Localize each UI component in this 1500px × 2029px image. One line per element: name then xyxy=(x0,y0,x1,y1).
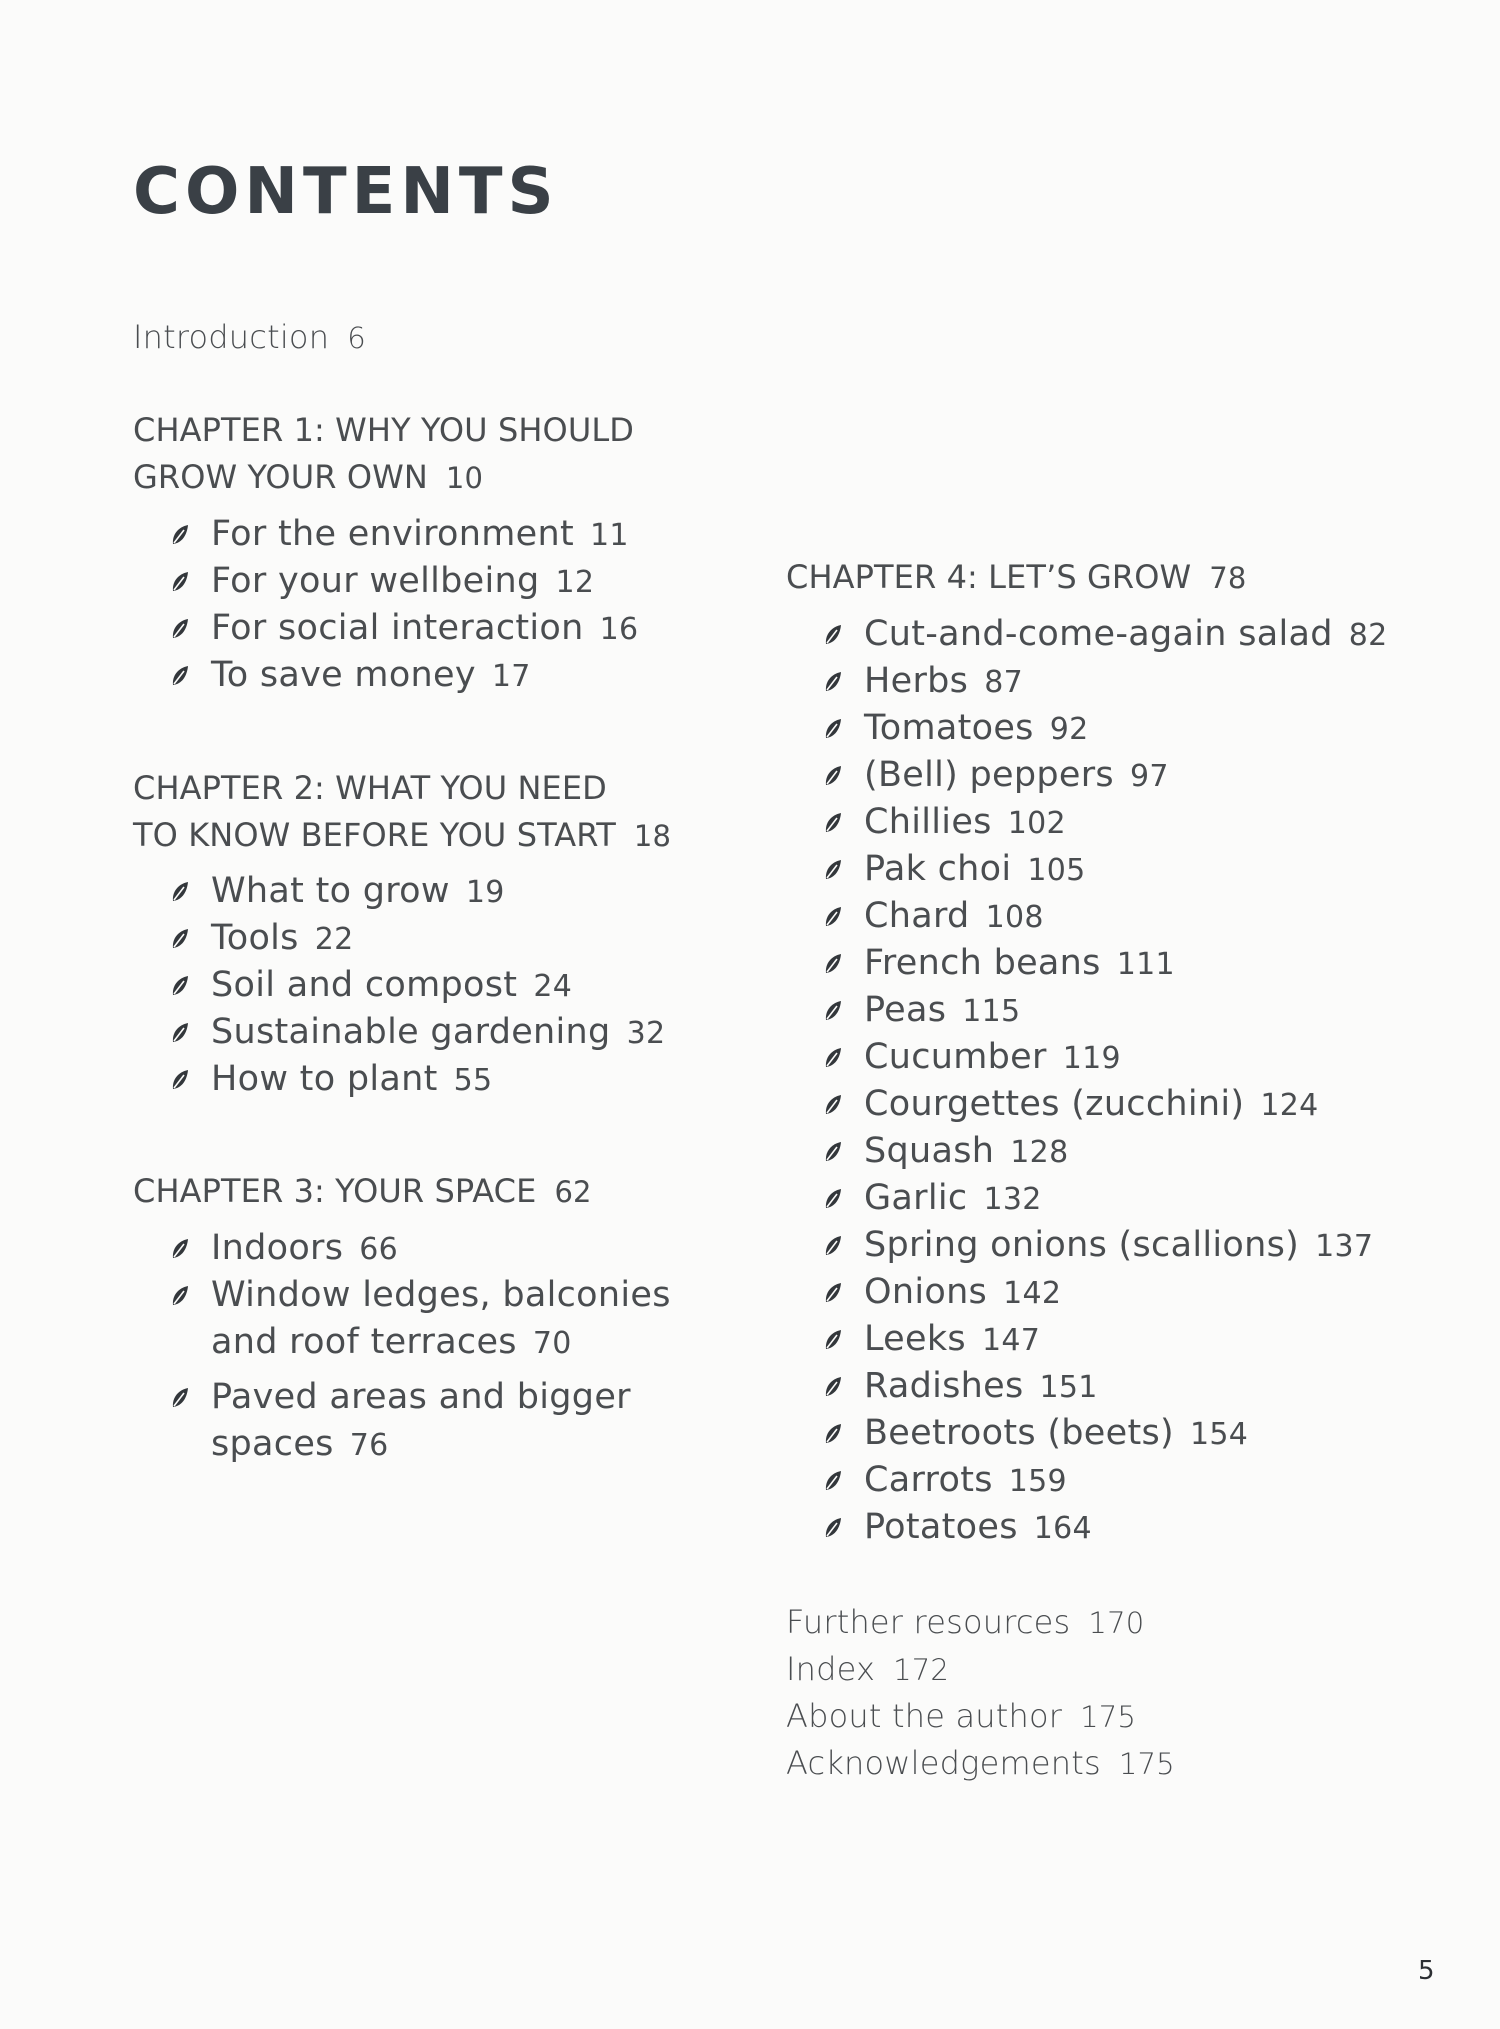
toc-item[interactable] xyxy=(211,652,531,700)
leaf-icon xyxy=(824,1141,842,1163)
item-label: Herbs xyxy=(864,661,969,701)
toc-entry-back-matter[interactable] xyxy=(786,1646,949,1694)
page-number: 24 xyxy=(533,969,573,1004)
item-label: Squash xyxy=(864,1131,995,1171)
page-number: 137 xyxy=(1315,1229,1374,1264)
item-label: Onions xyxy=(864,1272,988,1312)
leaf-icon xyxy=(171,571,189,593)
leaf-icon xyxy=(824,1376,842,1398)
page-number: 119 xyxy=(1062,1041,1121,1076)
page-number: 18 xyxy=(633,819,672,853)
page-number: 66 xyxy=(359,1232,399,1267)
item-label: Chard xyxy=(864,896,970,936)
leaf-icon xyxy=(824,812,842,834)
leaf-icon xyxy=(824,671,842,693)
toc-item[interactable] xyxy=(864,705,1088,753)
item-label: Tomatoes xyxy=(864,708,1034,748)
chapter-1-heading[interactable] xyxy=(133,407,634,502)
toc-item[interactable] xyxy=(864,1034,1121,1082)
item-label: Courgettes (zucchini) xyxy=(864,1084,1245,1124)
leaf-icon xyxy=(824,1235,842,1257)
item-label: Radishes xyxy=(864,1366,1024,1406)
chapter-title-line: CHAPTER 1: WHY YOU SHOULD xyxy=(133,411,635,449)
page-number: 108 xyxy=(985,900,1044,935)
page-number: 105 xyxy=(1027,853,1086,888)
page-number: 151 xyxy=(1039,1370,1098,1405)
leaf-icon xyxy=(171,928,189,950)
page-number: 164 xyxy=(1033,1511,1092,1546)
toc-item[interactable] xyxy=(211,962,572,1010)
item-label: Cucumber xyxy=(864,1037,1047,1077)
page-number: 147 xyxy=(981,1323,1041,1358)
item-label: To save money xyxy=(211,655,476,695)
toc-entry-back-matter[interactable] xyxy=(786,1740,1175,1788)
page-number: 19 xyxy=(465,875,505,910)
leaf-icon xyxy=(171,1069,189,1091)
toc-entry-introduction[interactable] xyxy=(133,314,366,362)
toc-item[interactable] xyxy=(864,1128,1068,1176)
entry-label: Introduction xyxy=(133,318,330,356)
leaf-icon xyxy=(171,881,189,903)
item-label: How to plant xyxy=(211,1059,438,1099)
page-number: 102 xyxy=(1007,806,1066,841)
item-label: Leeks xyxy=(864,1319,966,1359)
item-label: Cut-and-come-again salad xyxy=(864,614,1333,654)
page-title: CONTENTS xyxy=(133,155,559,229)
chapter-title-line: GROW YOUR OWN xyxy=(133,458,428,496)
toc-item[interactable] xyxy=(211,1272,671,1367)
item-label: Carrots xyxy=(864,1460,993,1500)
toc-item[interactable] xyxy=(864,1222,1373,1270)
leaf-icon xyxy=(171,1022,189,1044)
leaf-icon xyxy=(171,1387,189,1409)
item-label: French beans xyxy=(864,943,1101,983)
item-label: Peas xyxy=(864,990,947,1030)
toc-item[interactable] xyxy=(211,1225,398,1273)
toc-item[interactable] xyxy=(864,1410,1248,1458)
item-label: For social interaction xyxy=(211,608,584,648)
leaf-icon xyxy=(824,1423,842,1445)
toc-item[interactable] xyxy=(864,1175,1042,1223)
item-label: Garlic xyxy=(864,1178,968,1218)
item-label: Sustainable gardening xyxy=(211,1012,611,1052)
entry-label: Index xyxy=(786,1650,876,1688)
item-label: Chillies xyxy=(864,802,992,842)
page-number: 128 xyxy=(1010,1135,1069,1170)
entry-label: Further resources xyxy=(786,1603,1071,1641)
chapter-title-line: CHAPTER 2: WHAT YOU NEED xyxy=(133,769,607,807)
page-number: 70 xyxy=(532,1326,572,1361)
leaf-icon xyxy=(171,524,189,546)
toc-entry-back-matter[interactable] xyxy=(786,1599,1144,1647)
page-number: 11 xyxy=(589,518,629,553)
page-number: 175 xyxy=(1080,1700,1137,1734)
toc-item[interactable] xyxy=(211,868,505,916)
leaf-icon xyxy=(824,1329,842,1351)
page-number: 154 xyxy=(1189,1417,1249,1452)
page-folio: 5 xyxy=(1418,1956,1435,1986)
toc-item[interactable] xyxy=(864,1363,1098,1411)
toc-item[interactable] xyxy=(864,1081,1319,1129)
page-number: 55 xyxy=(453,1063,493,1098)
entry-label: Acknowledgements xyxy=(786,1744,1101,1782)
item-label-continued: and roof terraces xyxy=(211,1322,517,1362)
page-number: 170 xyxy=(1088,1606,1145,1640)
page-number: 142 xyxy=(1003,1276,1062,1311)
page-number: 172 xyxy=(893,1653,950,1687)
leaf-icon xyxy=(824,953,842,975)
page-number: 12 xyxy=(555,565,595,600)
page-number: 78 xyxy=(1209,561,1247,595)
page-number: 16 xyxy=(599,612,639,647)
page-number: 62 xyxy=(554,1175,592,1209)
chapter-title-line: CHAPTER 3: YOUR SPACE xyxy=(133,1172,537,1210)
item-label: Pak choi xyxy=(864,849,1012,889)
page-number: 115 xyxy=(962,994,1021,1029)
item-label: For the environment xyxy=(211,514,574,554)
item-label: Window ledges, balconies xyxy=(211,1275,671,1315)
toc-item[interactable] xyxy=(864,940,1175,988)
page-number: 97 xyxy=(1129,759,1169,794)
item-label: Spring onions (scallions) xyxy=(864,1225,1300,1265)
page-number: 132 xyxy=(983,1182,1042,1217)
chapter-2-heading[interactable] xyxy=(133,765,671,860)
leaf-icon xyxy=(171,1285,189,1307)
leaf-icon xyxy=(824,1188,842,1210)
toc-entry-back-matter[interactable] xyxy=(786,1693,1136,1741)
leaf-icon xyxy=(824,718,842,740)
item-label: Soil and compost xyxy=(211,965,518,1005)
leaf-icon xyxy=(824,624,842,646)
page-number: 22 xyxy=(314,922,354,957)
item-label: Tools xyxy=(211,918,299,958)
leaf-icon xyxy=(171,1238,189,1260)
toc-item[interactable] xyxy=(864,611,1388,659)
page-number: 76 xyxy=(349,1428,389,1463)
page-number: 32 xyxy=(626,1016,666,1051)
item-label: Paved areas and bigger xyxy=(211,1377,631,1417)
leaf-icon xyxy=(824,1000,842,1022)
leaf-icon xyxy=(824,1047,842,1069)
toc-item[interactable] xyxy=(211,915,354,963)
page-number: 10 xyxy=(445,461,484,495)
page-number: 87 xyxy=(984,665,1023,700)
page-number: 159 xyxy=(1008,1464,1067,1499)
item-label: Beetroots (beets) xyxy=(864,1413,1174,1453)
leaf-icon xyxy=(171,665,189,687)
toc-item[interactable] xyxy=(864,846,1086,894)
chapter-title-line: CHAPTER 4: LET’S GROW xyxy=(786,558,1192,596)
page-number: 111 xyxy=(1116,947,1175,982)
page-number: 175 xyxy=(1118,1747,1175,1781)
leaf-icon xyxy=(824,765,842,787)
item-label: (Bell) peppers xyxy=(864,755,1114,795)
toc-item[interactable] xyxy=(864,1504,1092,1552)
item-label: Potatoes xyxy=(864,1507,1018,1547)
item-label: For your wellbeing xyxy=(211,561,540,601)
toc-item[interactable] xyxy=(211,558,594,606)
page-number: 17 xyxy=(491,659,531,694)
toc-item[interactable] xyxy=(864,893,1044,941)
toc-item[interactable] xyxy=(211,1056,492,1104)
page-number: 124 xyxy=(1260,1088,1319,1123)
toc-item[interactable] xyxy=(864,1269,1061,1317)
leaf-icon xyxy=(824,1470,842,1492)
leaf-icon xyxy=(824,1094,842,1116)
leaf-icon xyxy=(824,906,842,928)
item-label: What to grow xyxy=(211,871,450,911)
toc-item[interactable] xyxy=(211,511,629,559)
item-label: Indoors xyxy=(211,1228,344,1268)
toc-item[interactable] xyxy=(211,1009,665,1057)
toc-item[interactable] xyxy=(864,752,1169,800)
toc-item[interactable] xyxy=(211,605,638,653)
page-number: 92 xyxy=(1049,712,1089,747)
toc-item[interactable] xyxy=(864,658,1023,706)
chapter-4-heading[interactable] xyxy=(786,554,1246,602)
leaf-icon xyxy=(824,1517,842,1539)
entry-label: About the author xyxy=(786,1697,1063,1735)
leaf-icon xyxy=(171,618,189,640)
toc-item[interactable] xyxy=(864,1316,1040,1364)
item-label-continued: spaces xyxy=(211,1424,334,1464)
leaf-icon xyxy=(824,859,842,881)
page-number: 82 xyxy=(1348,618,1388,653)
toc-item[interactable] xyxy=(864,987,1020,1035)
leaf-icon xyxy=(824,1282,842,1304)
toc-item[interactable] xyxy=(864,1457,1067,1505)
toc-item[interactable] xyxy=(211,1374,631,1469)
toc-item[interactable] xyxy=(864,799,1066,847)
leaf-icon xyxy=(171,975,189,997)
chapter-title-line: TO KNOW BEFORE YOU START xyxy=(133,816,616,854)
page-number: 6 xyxy=(347,321,366,355)
chapter-3-heading[interactable] xyxy=(133,1168,592,1216)
